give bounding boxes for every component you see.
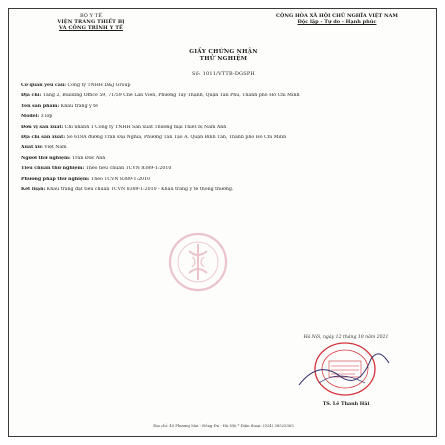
certificate-page bbox=[8, 8, 437, 437]
field-value: Số 618A đường Trần Đại Nghĩa, Phường Tân Tạo A, Quận Bình Tân, Thành phố Hồ Chí Minh bbox=[65, 135, 287, 141]
field-value: Việt Nam bbox=[42, 145, 67, 151]
field-label: Kết luận: bbox=[21, 187, 46, 193]
national-motto: Độc lập - Tự do - Hạnh phúc bbox=[297, 19, 377, 26]
field-label: Người thử nghiệm: bbox=[21, 155, 71, 161]
field-label: Địa chỉ sản xuất: bbox=[21, 135, 66, 141]
field-value: Chi nhánh 1 Công ty TNHH Sản xuất Thương mại Thiết bị Nam Anh bbox=[63, 124, 227, 130]
signature-block bbox=[271, 335, 421, 407]
footer-contact: Địa chỉ: 40 Phương Mai - Đống Đa - Hà Nội * Điện thoại: (024) 38525365 bbox=[153, 423, 294, 428]
issuer-header bbox=[21, 13, 161, 32]
field-conclusion bbox=[21, 187, 427, 193]
certificate-body bbox=[21, 83, 427, 193]
field-value: Theo TCVN 8389-1:2010 bbox=[89, 176, 150, 182]
field-label: Cơ quan yêu cầu: bbox=[21, 83, 67, 88]
field-value: Theo tiêu chuẩn TCVN 8389-1:2010 bbox=[84, 166, 172, 172]
signing-date: Hà Nội, ngày 12 tháng 10 năm 2021 bbox=[303, 335, 389, 340]
field-label: Xuất xứ: bbox=[21, 145, 43, 151]
ministry-name: BỘ Y TẾ bbox=[80, 13, 102, 19]
field-value: Khẩu trang đạt tiêu chuẩn TCVN 8389-1:2010 - Khẩu trang y tế thông thường. bbox=[45, 187, 234, 193]
field-label: Phương pháp thử nghiệm: bbox=[21, 176, 90, 182]
field-value: 3 lớp bbox=[39, 114, 53, 120]
title-line2: THỬ NGHIỆM bbox=[199, 56, 248, 62]
institute-name-line1: VIỆN TRANG THIẾT BỊ bbox=[57, 19, 125, 26]
document-title bbox=[9, 49, 437, 63]
title-line1: GIẤY CHỨNG NHẬN bbox=[189, 49, 258, 55]
institute-name-line2: VÀ CÔNG TRÌNH Y TẾ bbox=[59, 25, 123, 32]
field-label: Model: bbox=[21, 114, 40, 120]
field-value: Khẩu trang y tế bbox=[59, 103, 98, 109]
field-label: Đơn vị sản xuất: bbox=[21, 124, 64, 130]
official-seal-icon bbox=[289, 339, 401, 397]
field-label: Địa chỉ: bbox=[21, 93, 42, 99]
document-number: Số: 1011/VTTB-DGSPH bbox=[192, 71, 255, 77]
watermark-logo-icon bbox=[167, 231, 229, 293]
field-label: Tên sản phẩm: bbox=[21, 103, 60, 109]
field-value: Trần Đức Anh bbox=[70, 155, 106, 161]
signer-name: TS. Lê Thanh Hải bbox=[322, 401, 370, 407]
field-label: Tiêu chuẩn thử nghiệm: bbox=[21, 166, 85, 172]
field-value: Tầng 2, Building Office 59, 71/59 Chế Lan Viên, Phường Tây Thạnh, Quận Tân Phú, Thành phố Hồ Chí Minh bbox=[41, 93, 300, 99]
field-value: Công ty TNHH D&J Group bbox=[66, 83, 131, 88]
country-name: CỘNG HÒA XÃ HỘI CHỦ NGHĨA VIỆT NAM bbox=[276, 13, 398, 19]
national-header bbox=[247, 13, 427, 25]
